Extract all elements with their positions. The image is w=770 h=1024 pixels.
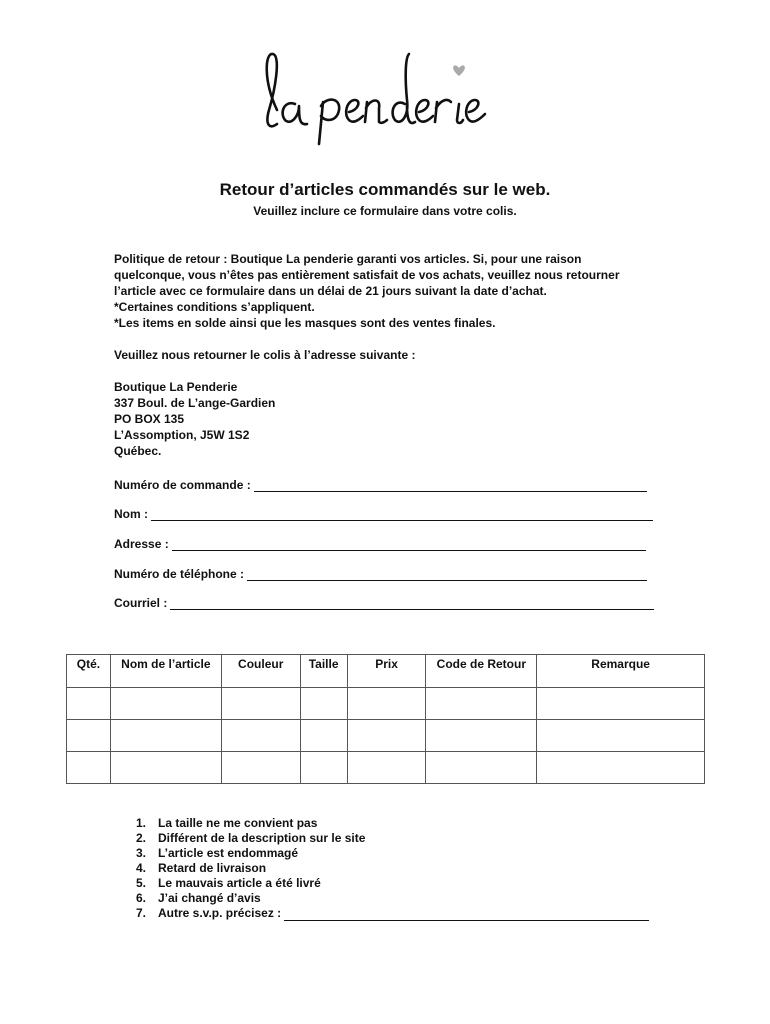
list-item-number: 2. <box>136 831 147 845</box>
policy-line: *Les items en solde ainsi que les masques sont des ventes finales. <box>114 316 496 330</box>
list-item <box>136 846 649 861</box>
list-item-text: Autre s.v.p. précisez : <box>158 906 282 920</box>
table-row <box>67 720 705 752</box>
table-cell[interactable] <box>426 688 537 720</box>
column-header-color: Couleur <box>221 655 300 688</box>
return-address <box>114 379 674 459</box>
name-label: Nom : <box>114 507 148 521</box>
column-header-size: Taille <box>300 655 347 688</box>
email-field[interactable] <box>114 596 654 610</box>
list-item-text: Le mauvais article a été livré <box>158 876 321 890</box>
column-header-return-code: Code de Retour <box>426 655 537 688</box>
list-item-number: 4. <box>136 861 147 875</box>
table-cell[interactable] <box>537 688 705 720</box>
table-cell[interactable] <box>426 720 537 752</box>
return-policy <box>114 251 674 331</box>
table-row <box>67 688 705 720</box>
table-cell[interactable] <box>110 688 221 720</box>
table-cell[interactable] <box>221 720 300 752</box>
order-number-label: Numéro de commande : <box>114 478 251 492</box>
policy-line: l’article avec ce formulaire dans un délai de 21 jours suivant la date d’achat. <box>114 284 547 298</box>
address-line: PO BOX 135 <box>114 412 185 426</box>
address-input-line[interactable] <box>172 538 646 551</box>
table-cell[interactable] <box>110 752 221 784</box>
table-cell[interactable] <box>300 752 347 784</box>
list-item-text: La taille ne me convient pas <box>158 816 318 830</box>
list-item <box>136 831 649 846</box>
name-input-line[interactable] <box>151 508 653 521</box>
return-reasons-list <box>136 816 649 921</box>
list-item-number: 3. <box>136 846 147 860</box>
list-item-number: 6. <box>136 891 147 905</box>
list-item <box>136 906 649 921</box>
page-subtitle: Veuillez inclure ce formulaire dans votre colis. <box>253 204 517 218</box>
list-item <box>136 816 649 831</box>
address-line: 337 Boul. de L’ange-Gardien <box>114 396 276 410</box>
list-item-number: 1. <box>136 816 147 830</box>
return-items-table <box>66 654 705 784</box>
address-line: Québec. <box>114 444 162 458</box>
list-item-number: 5. <box>136 876 147 890</box>
email-input-line[interactable] <box>170 597 654 610</box>
return-address-intro: Veuillez nous retourner le colis à l’adresse suivante : <box>114 348 416 362</box>
table-cell[interactable] <box>221 752 300 784</box>
phone-label: Numéro de téléphone : <box>114 567 245 581</box>
column-header-price: Prix <box>347 655 426 688</box>
column-header-remark: Remarque <box>537 655 705 688</box>
policy-line: quelconque, vous n’êtes pas entièrement satisfait de vos achats, veuillez nous retourner <box>114 268 620 282</box>
column-header-item-name: Nom de l’article <box>110 655 221 688</box>
policy-line: *Certaines conditions s’appliquent. <box>114 300 315 314</box>
table-cell[interactable] <box>347 752 426 784</box>
brand-logo <box>255 40 525 150</box>
table-row <box>67 752 705 784</box>
page-title: Retour d’articles commandés sur le web. <box>219 180 551 199</box>
list-item-text: Retard de livraison <box>158 861 267 875</box>
address-line: Boutique La Penderie <box>114 380 238 394</box>
table-cell[interactable] <box>347 688 426 720</box>
table-cell[interactable] <box>67 688 111 720</box>
order-number-input-line[interactable] <box>254 479 647 492</box>
table-cell[interactable] <box>300 720 347 752</box>
address-line: L’Assomption, J5W 1S2 <box>114 428 250 442</box>
phone-field[interactable] <box>114 567 647 581</box>
phone-input-line[interactable] <box>247 568 647 581</box>
table-cell[interactable] <box>67 752 111 784</box>
list-item-text: Différent de la description sur le site <box>158 831 366 845</box>
table-cell[interactable] <box>537 720 705 752</box>
table-cell[interactable] <box>300 688 347 720</box>
table-header-row <box>67 655 705 688</box>
policy-line: Politique de retour : Boutique La penderie garanti vos articles. Si, pour une raison <box>114 252 582 266</box>
list-item <box>136 861 649 876</box>
address-label: Adresse : <box>114 537 169 551</box>
la-penderie-logo-icon <box>255 40 525 150</box>
table-cell[interactable] <box>110 720 221 752</box>
table-cell[interactable] <box>426 752 537 784</box>
list-item <box>136 891 649 906</box>
other-reason-input-line[interactable] <box>284 908 649 921</box>
table-cell[interactable] <box>347 720 426 752</box>
list-item <box>136 876 649 891</box>
address-field[interactable] <box>114 537 646 551</box>
email-label: Courriel : <box>114 596 168 610</box>
order-number-field[interactable] <box>114 478 647 492</box>
table-cell[interactable] <box>537 752 705 784</box>
list-item-text: J’ai changé d’avis <box>158 891 261 905</box>
list-item-number: 7. <box>136 906 147 920</box>
column-header-quantity: Qté. <box>67 655 111 688</box>
table-cell[interactable] <box>67 720 111 752</box>
list-item-text: L’article est endommagé <box>158 846 299 860</box>
name-field[interactable] <box>114 507 653 521</box>
table-cell[interactable] <box>221 688 300 720</box>
